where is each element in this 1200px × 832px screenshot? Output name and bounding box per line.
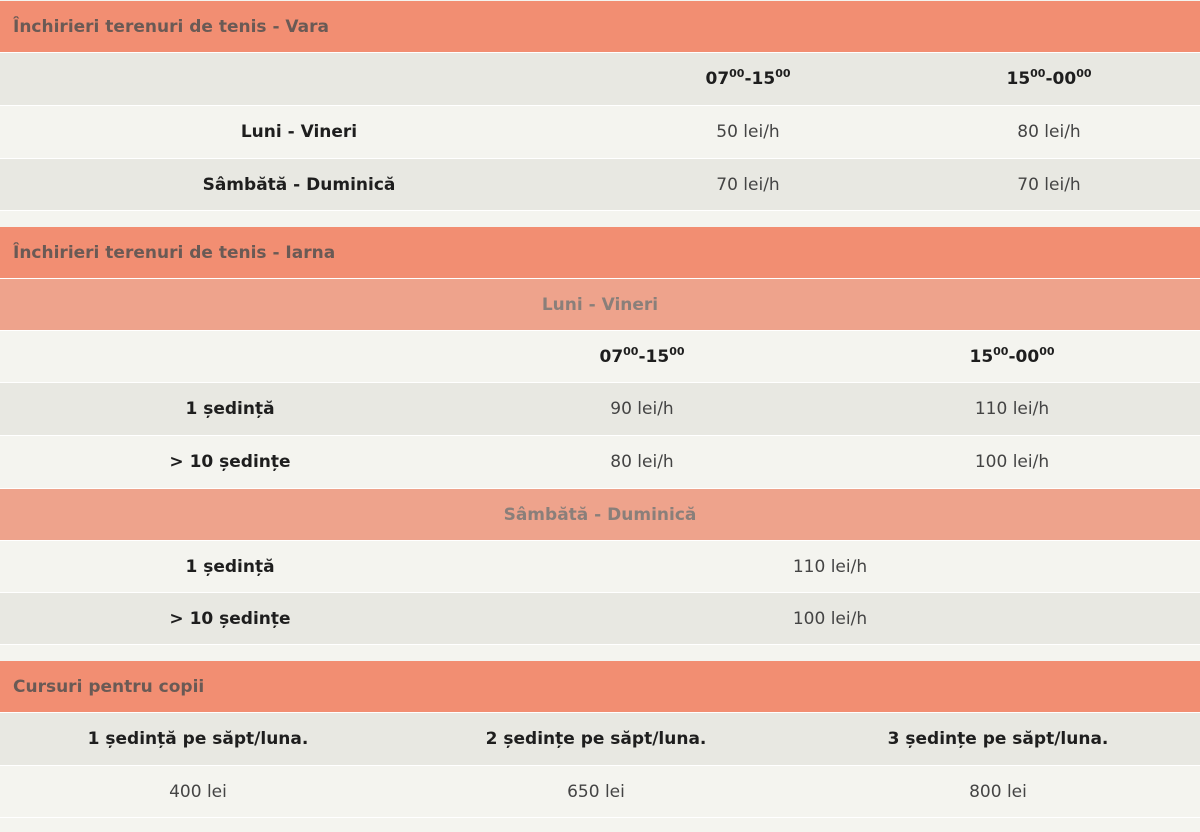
price-cell: 100 lei/h	[974, 452, 1050, 472]
row-label: > 10 ședințe	[169, 608, 291, 629]
row-label: 1 ședință	[185, 399, 275, 419]
price-cell: 80 lei/h	[1017, 122, 1081, 142]
price-cell: 800 lei	[969, 781, 1027, 802]
table-row	[0, 541, 1200, 593]
table-row	[0, 436, 1200, 489]
winter-column-header-row	[0, 331, 1200, 383]
table-row	[0, 159, 1200, 211]
summer-pricing-table	[0, 1, 1200, 211]
weekday-section-header: Luni - Vineri	[0, 279, 1200, 331]
price-cell: 650 lei	[567, 781, 625, 802]
winter-table-title: Închirieri terenuri de tenis - Iarna	[0, 227, 1200, 279]
time-slot-morning-header: $07^{00}-15^{00}$	[599, 344, 685, 367]
price-cell: 110 lei/h	[792, 556, 868, 577]
price-cell: 50 lei/h	[716, 122, 780, 142]
kids-courses-table	[0, 661, 1200, 818]
price-cell: 80 lei/h	[610, 452, 674, 472]
row-label: > 10 ședințe	[169, 452, 291, 472]
weekend-section-header: Sâmbătă - Duminică	[0, 489, 1200, 541]
price-cell: 100 lei/h	[792, 608, 868, 629]
price-cell: 90 lei/h	[610, 399, 674, 419]
table-row	[0, 106, 1200, 159]
time-slot-evening-header: $15^{00}-00^{00}$	[1006, 67, 1092, 89]
summer-column-header-row	[0, 53, 1200, 106]
winter-pricing-table	[0, 227, 1200, 645]
plan-header: 3 ședințe pe săpt/luna.	[887, 729, 1109, 749]
summer-table-title: Închirieri terenuri de tenis - Vara	[0, 1, 1200, 53]
price-cell: 70 lei/h	[716, 174, 780, 195]
row-label: Luni - Vineri	[240, 122, 358, 142]
table-row	[0, 766, 1200, 818]
row-label: 1 ședință	[185, 556, 275, 577]
row-label: Sâmbătă - Duminică	[202, 174, 396, 195]
price-cell: 110 lei/h	[974, 399, 1050, 419]
table-row	[0, 593, 1200, 645]
kids-table-title: Cursuri pentru copii	[0, 661, 1200, 713]
kids-column-header-row	[0, 713, 1200, 766]
plan-header: 1 ședință pe săpt/luna.	[87, 729, 309, 749]
time-slot-morning-header: $07^{00}-15^{00}$	[705, 67, 791, 89]
price-cell: 70 lei/h	[1017, 174, 1081, 195]
price-cell: 400 lei	[169, 781, 227, 802]
table-row	[0, 383, 1200, 436]
plan-header: 2 ședințe pe săpt/luna.	[485, 729, 707, 749]
time-slot-evening-header: $15^{00}-00^{00}$	[969, 344, 1055, 367]
